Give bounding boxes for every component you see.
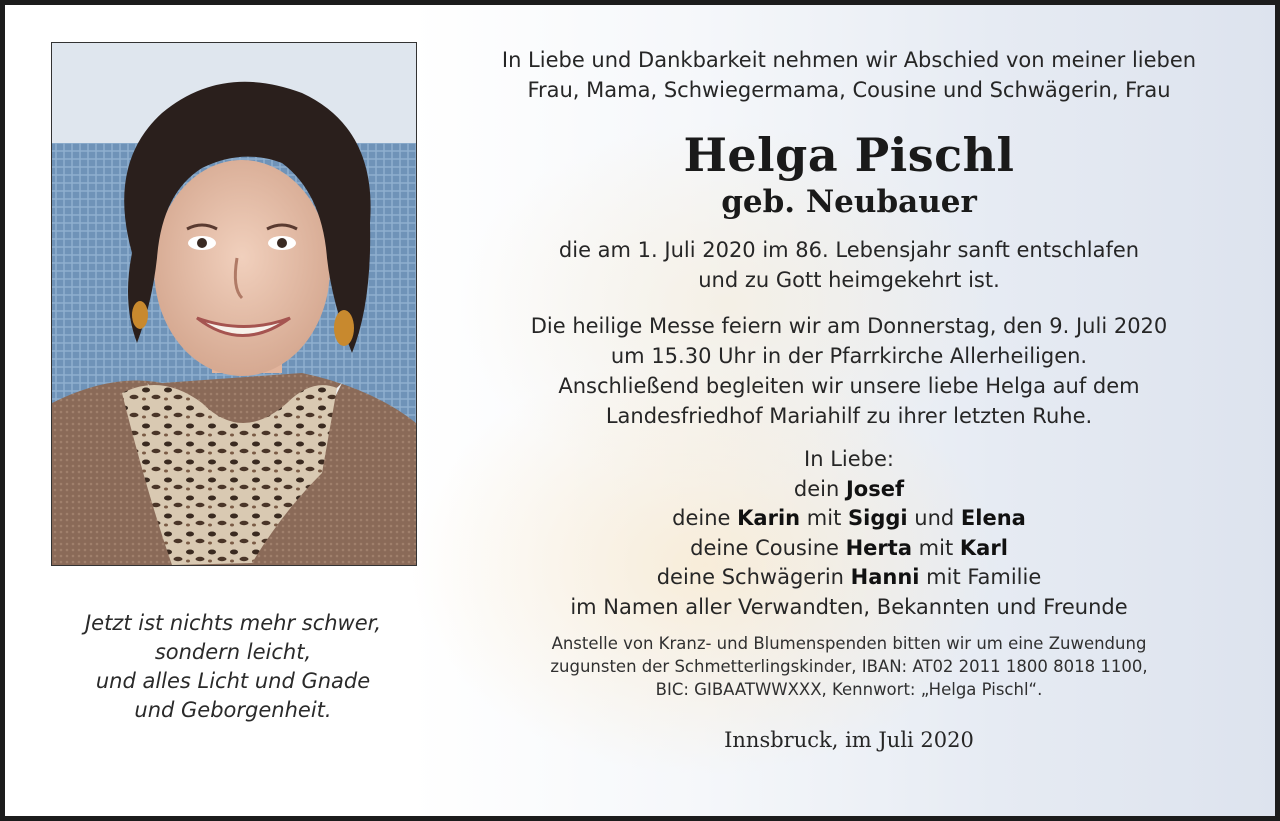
mourner-relation: deine (672, 506, 738, 530)
verse-line: Jetzt ist nichts mehr schwer, (84, 611, 382, 635)
donation-line: zugunsten der Schmetterlingskinder, IBAN: AT02 2011 1800 8018 1100, (550, 657, 1148, 676)
mourner-relation: dein (793, 476, 846, 501)
verse-line: sondern leicht, (154, 640, 312, 664)
mourner-line (445, 534, 1253, 564)
intro-text (445, 45, 1253, 105)
passing-line: die am 1. Juli 2020 im 86. Lebensjahr sanft entschlafen (558, 238, 1140, 262)
intro-line: Frau, Mama, Schwiegermama, Cousine und Schwägerin, Frau (527, 78, 1171, 102)
mourner-connector: mit (912, 535, 960, 560)
donation-request (445, 632, 1253, 701)
donation-line: Anstelle von Kranz- und Blumenspenden bitten wir um eine Zuwendung (551, 634, 1147, 653)
mourner-line (445, 504, 1253, 534)
mourner-name: Siggi (848, 506, 908, 530)
mourner-connector: mit (800, 506, 848, 530)
mourner-relation: deine Schwägerin (656, 565, 851, 589)
birth-name: geb. Neubauer (721, 184, 977, 220)
mourner-suffix: mit Familie (919, 565, 1042, 589)
mourner-name: Josef (845, 476, 905, 501)
place-and-date: Innsbruck, im Juli 2020 (724, 728, 974, 752)
mourner-name: Elena (960, 506, 1026, 530)
verse-line: und alles Licht und Gnade (95, 669, 371, 693)
mourner-line (445, 563, 1253, 593)
mourner-name: Karin (737, 506, 801, 530)
service-line: Die heilige Messe feiern wir am Donnerstag, den 9. Juli 2020 (530, 314, 1168, 338)
mourner-name: Herta (845, 535, 912, 560)
mourner-relation: deine Cousine (690, 535, 846, 560)
passing-line: und zu Gott heimgekehrt ist. (698, 268, 1000, 292)
mourners-list (445, 445, 1253, 622)
verse-line: und Geborgenheit. (134, 698, 332, 722)
portrait-illustration (52, 43, 416, 565)
memorial-verse (51, 609, 415, 725)
intro-line: In Liebe und Dankbarkeit nehmen wir Abschied von meiner lieben (501, 48, 1197, 72)
mourner-line: im Namen aller Verwandten, Bekannten und Freunde (570, 594, 1128, 619)
service-line: Landesfriedhof Mariahilf zu ihrer letzten Ruhe. (605, 404, 1093, 428)
mourner-connector: und (907, 506, 961, 530)
donation-line: BIC: GIBAATWWXXX, Kennwort: „Helga Pischl“. (655, 680, 1043, 699)
passing-text (445, 235, 1253, 295)
mourner-line (445, 475, 1253, 505)
service-line: um 15.30 Uhr in der Pfarrkirche Allerheiligen. (610, 344, 1088, 368)
mourner-name: Karl (959, 535, 1008, 560)
deceased-name: Helga Pischl (683, 128, 1015, 182)
service-line: Anschließend begleiten wir unsere liebe Helga auf dem (558, 374, 1140, 398)
notice-text (445, 45, 1253, 755)
mourner-name: Hanni (850, 565, 920, 589)
portrait-photo (51, 42, 417, 566)
mourners-heading: In Liebe: (804, 447, 894, 471)
service-text (445, 311, 1253, 431)
